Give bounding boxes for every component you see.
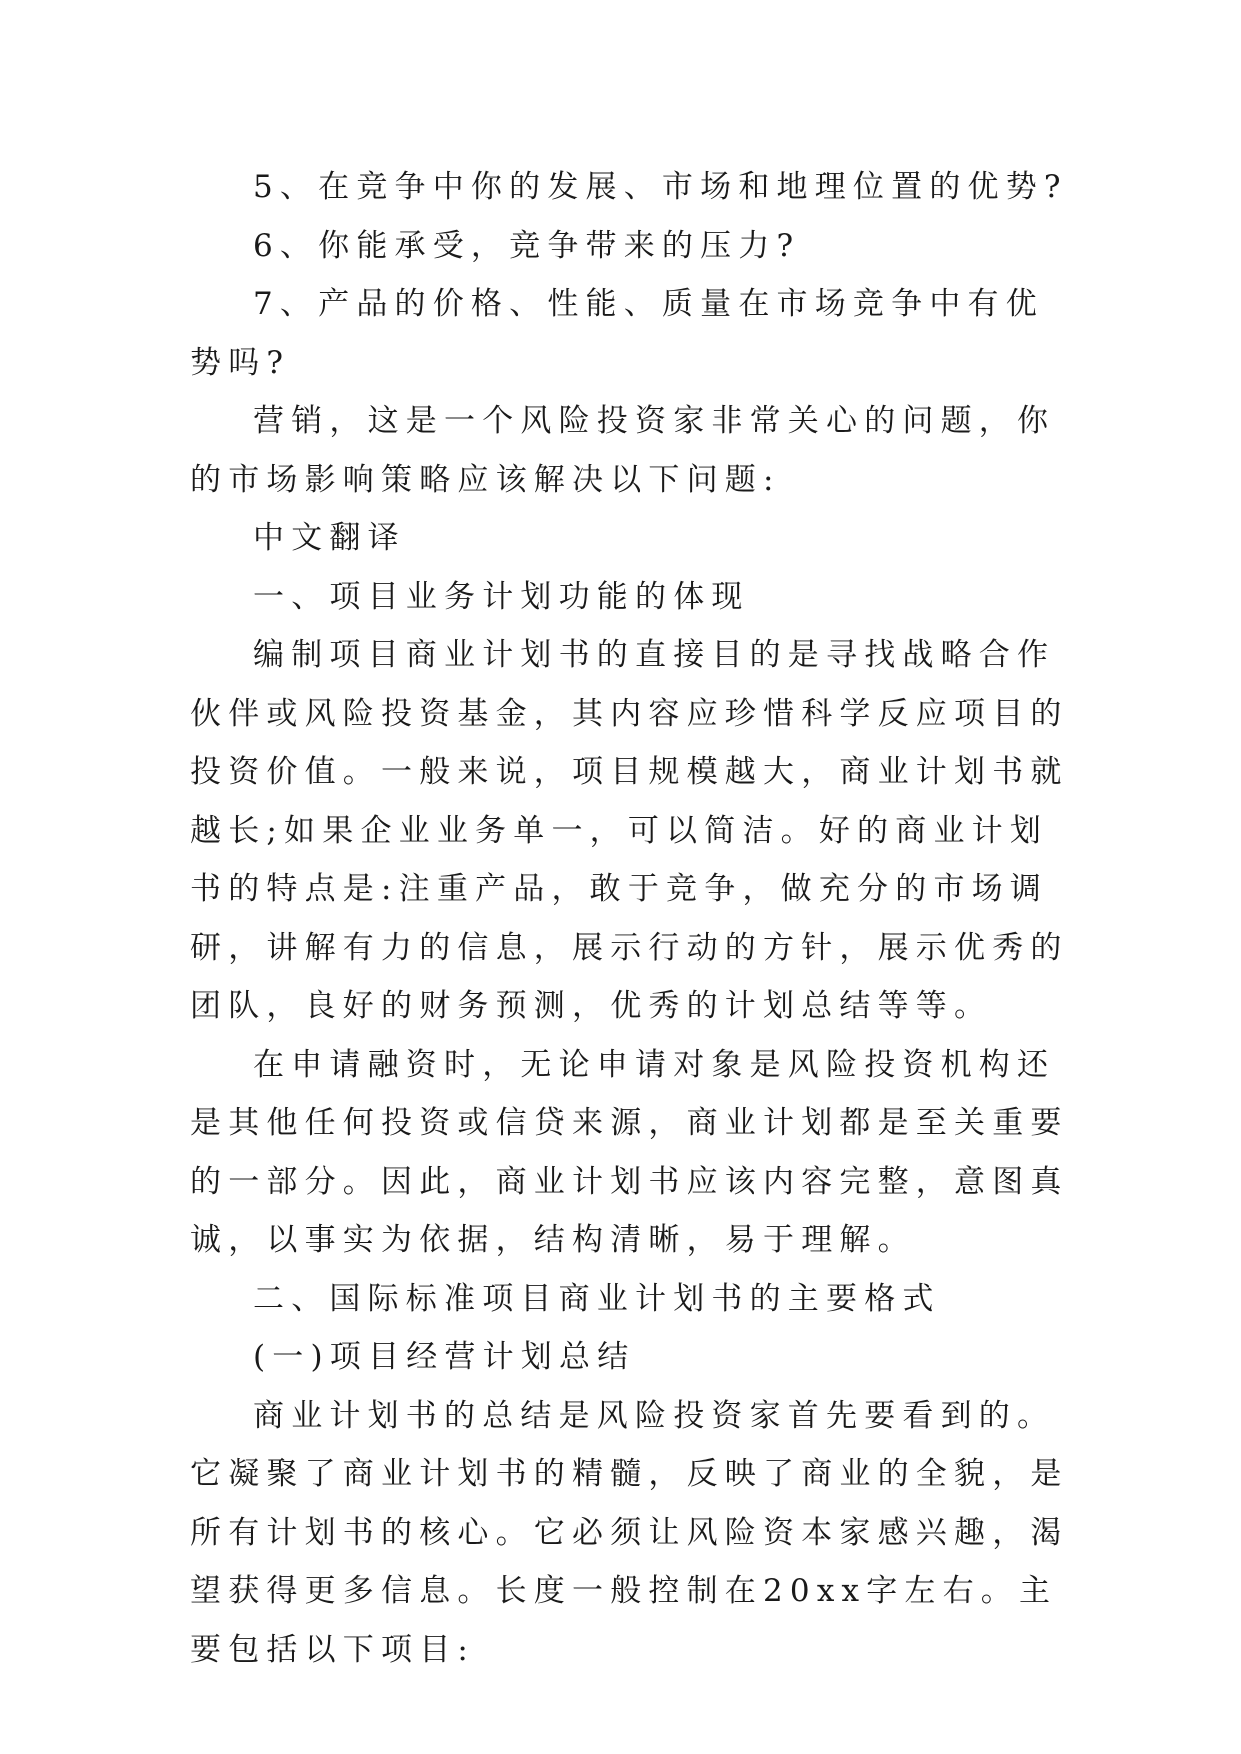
section-heading-1: 一、项目业务计划功能的体现 bbox=[253, 578, 750, 615]
list-item-7-product-advantage: 7、产品的价格、性能、质量在市场竞争中有优势吗? bbox=[190, 286, 1044, 381]
translation-heading: 中文翻译 bbox=[253, 520, 406, 556]
financing-paragraph: 在申请融资时，无论申请对象是风险投资机构还是其他任何投资或信贷来源，商业计划都是至关重要的一部分。因此，商业计划书应该内容完整，意图真诚，以事实为依据，结构清晰，易于理解。 bbox=[190, 1046, 1069, 1258]
list-item-5-advantages: 5、在竞争中你的发展、市场和地理位置的优势? bbox=[253, 169, 1068, 205]
business-plan-purpose-paragraph: 编制项目商业计划书的直接目的是寻找战略合作伙伴或风险投资基金，其内容应珍惜科学反应项目的投资价值。一般来说，项目规模越大，商业计划书就越长;如果企业业务单一，可以简洁。好的商业计划书的特点是:注重产品，敢于竞争，做充分的市场调研，讲解有力的信息，展示行动的方针，展示优秀的团队，良好的财务预测，优秀的计划总结等等。 bbox=[190, 637, 1069, 1024]
document-body bbox=[190, 158, 1070, 1679]
marketing-paragraph: 营销，这是一个风险投资家非常关心的问题，你的市场影响策略应该解决以下问题: bbox=[190, 403, 1056, 498]
summary-paragraph: 商业计划书的总结是风险投资家首先要看到的。它凝聚了商业计划书的精髓，反映了商业的全貌，是所有计划书的核心。它必须让风险资本家感兴趣，渴望获得更多信息。长度一般控制在20xx字左右。主要包括以下项目: bbox=[190, 1397, 1069, 1668]
section-heading-2: 二、国际标准项目商业计划书的主要格式 bbox=[253, 1280, 941, 1317]
subsection-heading-1: (一)项目经营计划总结 bbox=[253, 1339, 636, 1375]
list-item-6-pressure: 6、你能承受，竞争带来的压力? bbox=[253, 227, 801, 264]
